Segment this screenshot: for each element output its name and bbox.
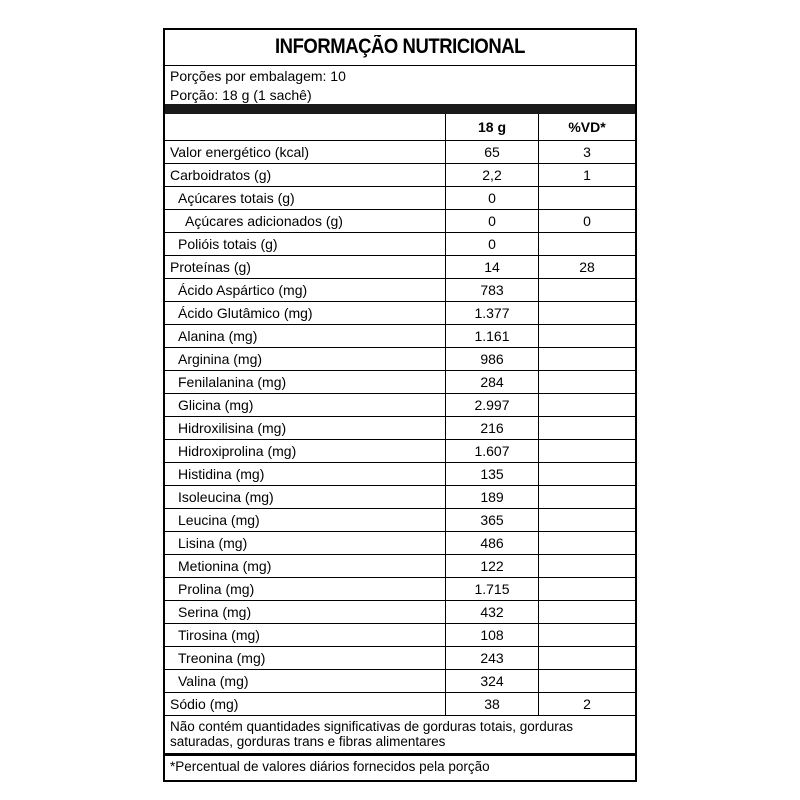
table-row — [165, 210, 635, 233]
nutrition-facts-label — [163, 28, 637, 782]
nutrient-quantity: 122 — [445, 555, 539, 577]
nutrient-name: Carboidratos (g) — [170, 167, 272, 183]
nutrient-name: Fenilalanina (mg) — [178, 374, 287, 390]
table-row — [165, 164, 635, 187]
nutrient-quantity: 486 — [445, 532, 539, 554]
nutrient-daily-value — [539, 187, 635, 209]
nutrient-name: Açúcares adicionados (g) — [185, 213, 343, 229]
nutrient-quantity: 65 — [445, 141, 539, 163]
nutrient-daily-value — [539, 624, 635, 646]
nutrient-quantity: 135 — [445, 463, 539, 485]
nutrient-daily-value — [539, 486, 635, 508]
nutrient-quantity: 365 — [445, 509, 539, 531]
nutrient-quantity: 189 — [445, 486, 539, 508]
nutrient-quantity: 1.161 — [445, 325, 539, 347]
nutrient-name: Serina (mg) — [178, 604, 252, 620]
nutrient-name: Lisina (mg) — [178, 535, 248, 551]
nutrient-daily-value — [539, 532, 635, 554]
nutrient-quantity: 432 — [445, 601, 539, 623]
nutrient-name: Metionina (mg) — [178, 558, 272, 574]
nutrient-daily-value — [539, 578, 635, 600]
header-daily-value: %VD* — [568, 119, 606, 135]
nutrient-name: Glicina (mg) — [178, 397, 254, 413]
nutrient-name: Leucina (mg) — [178, 512, 260, 528]
nutrient-daily-value — [539, 302, 635, 324]
table-row — [165, 532, 635, 555]
table-row — [165, 371, 635, 394]
table-row — [165, 486, 635, 509]
nutrient-daily-value — [539, 233, 635, 255]
nutrient-name: Isoleucina (mg) — [178, 489, 274, 505]
nutrient-quantity: 284 — [445, 371, 539, 393]
header-quantity: 18 g — [445, 114, 539, 140]
nutrient-quantity: 1.377 — [445, 302, 539, 324]
nutrient-quantity: 324 — [445, 670, 539, 692]
table-row — [165, 601, 635, 624]
nutrient-daily-value — [539, 670, 635, 692]
nutrient-quantity: 1.715 — [445, 578, 539, 600]
nutrient-name: Polióis totais (g) — [178, 236, 278, 252]
table-row — [165, 279, 635, 302]
table-row — [165, 256, 635, 279]
table-row — [165, 463, 635, 486]
nutrient-name: Valina (mg) — [178, 673, 249, 689]
table-row — [165, 578, 635, 601]
nutrient-daily-value — [539, 601, 635, 623]
table-row — [165, 325, 635, 348]
nutrient-daily-value: 1 — [583, 167, 591, 183]
nutrient-quantity: 108 — [445, 624, 539, 646]
nutrient-daily-value: 3 — [583, 144, 591, 160]
nutrient-name: Ácido Aspártico (mg) — [178, 282, 308, 298]
nutrient-daily-value — [539, 279, 635, 301]
table-row — [165, 233, 635, 256]
nutrient-quantity: 1.607 — [445, 440, 539, 462]
nutrient-daily-value — [539, 348, 635, 370]
nutrient-quantity: 783 — [445, 279, 539, 301]
nutrient-quantity: 216 — [445, 417, 539, 439]
table-row — [165, 417, 635, 440]
footnote-insignificant-amounts: Não contém quantidades significativas de gorduras totais, gorduras saturadas, gorduras trans e fibras alimentares — [170, 719, 573, 749]
nutrient-quantity: 243 — [445, 647, 539, 669]
table-row — [165, 187, 635, 210]
nutrient-daily-value — [539, 463, 635, 485]
table-row — [165, 302, 635, 325]
nutrient-quantity: 0 — [445, 187, 539, 209]
footnote-daily-values: *Percentual de valores diários fornecidos pela porção — [170, 759, 490, 774]
nutrient-daily-value — [539, 647, 635, 669]
table-row — [165, 509, 635, 532]
nutrient-daily-value: 0 — [583, 213, 591, 229]
table-row — [165, 647, 635, 670]
servings-per-package: Porções por embalagem: 10 — [170, 68, 346, 84]
nutrient-daily-value: 2 — [583, 696, 591, 712]
title-divider — [165, 65, 635, 66]
nutrient-name: Treonina (mg) — [178, 650, 266, 666]
footnote-divider — [165, 753, 635, 756]
nutrient-daily-value — [539, 417, 635, 439]
table-row — [165, 670, 635, 693]
nutrient-daily-value — [539, 325, 635, 347]
nutrient-name: Proteínas (g) — [170, 259, 251, 275]
nutrition-table — [165, 114, 635, 716]
nutrient-name: Tirosina (mg) — [178, 627, 260, 643]
nutrient-name: Histidina (mg) — [178, 466, 265, 482]
table-header-row — [165, 114, 635, 141]
table-row — [165, 693, 635, 716]
table-row — [165, 348, 635, 371]
nutrient-name: Arginina (mg) — [178, 351, 263, 367]
table-row — [165, 394, 635, 417]
nutrient-quantity: 14 — [445, 256, 539, 278]
nutrient-name: Valor energético (kcal) — [170, 144, 310, 160]
nutrient-name: Hidroxiprolina (mg) — [178, 443, 297, 459]
nutrient-name: Açúcares totais (g) — [178, 190, 295, 206]
nutrient-quantity: 986 — [445, 348, 539, 370]
nutrient-name: Prolina (mg) — [178, 581, 255, 597]
nutrient-daily-value — [539, 440, 635, 462]
nutrient-daily-value: 28 — [579, 259, 595, 275]
nutrient-daily-value — [539, 394, 635, 416]
nutrient-daily-value — [539, 509, 635, 531]
label-title: INFORMAÇÃO NUTRICIONAL — [274, 35, 526, 58]
table-row — [165, 555, 635, 578]
nutrient-quantity: 0 — [445, 233, 539, 255]
serving-size: Porção: 18 g (1 sachê) — [170, 87, 312, 103]
nutrient-daily-value — [539, 555, 635, 577]
nutrient-quantity: 2,2 — [445, 164, 539, 186]
nutrient-name: Alanina (mg) — [178, 328, 258, 344]
nutrient-quantity: 0 — [445, 210, 539, 232]
nutrient-name: Hidroxilisina (mg) — [178, 420, 287, 436]
nutrient-daily-value — [539, 371, 635, 393]
nutrient-name: Ácido Glutâmico (mg) — [178, 305, 313, 321]
nutrient-quantity: 2.997 — [445, 394, 539, 416]
table-row — [165, 141, 635, 164]
nutrient-quantity: 38 — [445, 693, 539, 715]
table-row — [165, 624, 635, 647]
nutrient-name: Sódio (mg) — [170, 696, 239, 712]
table-row — [165, 440, 635, 463]
thick-divider — [165, 104, 635, 114]
